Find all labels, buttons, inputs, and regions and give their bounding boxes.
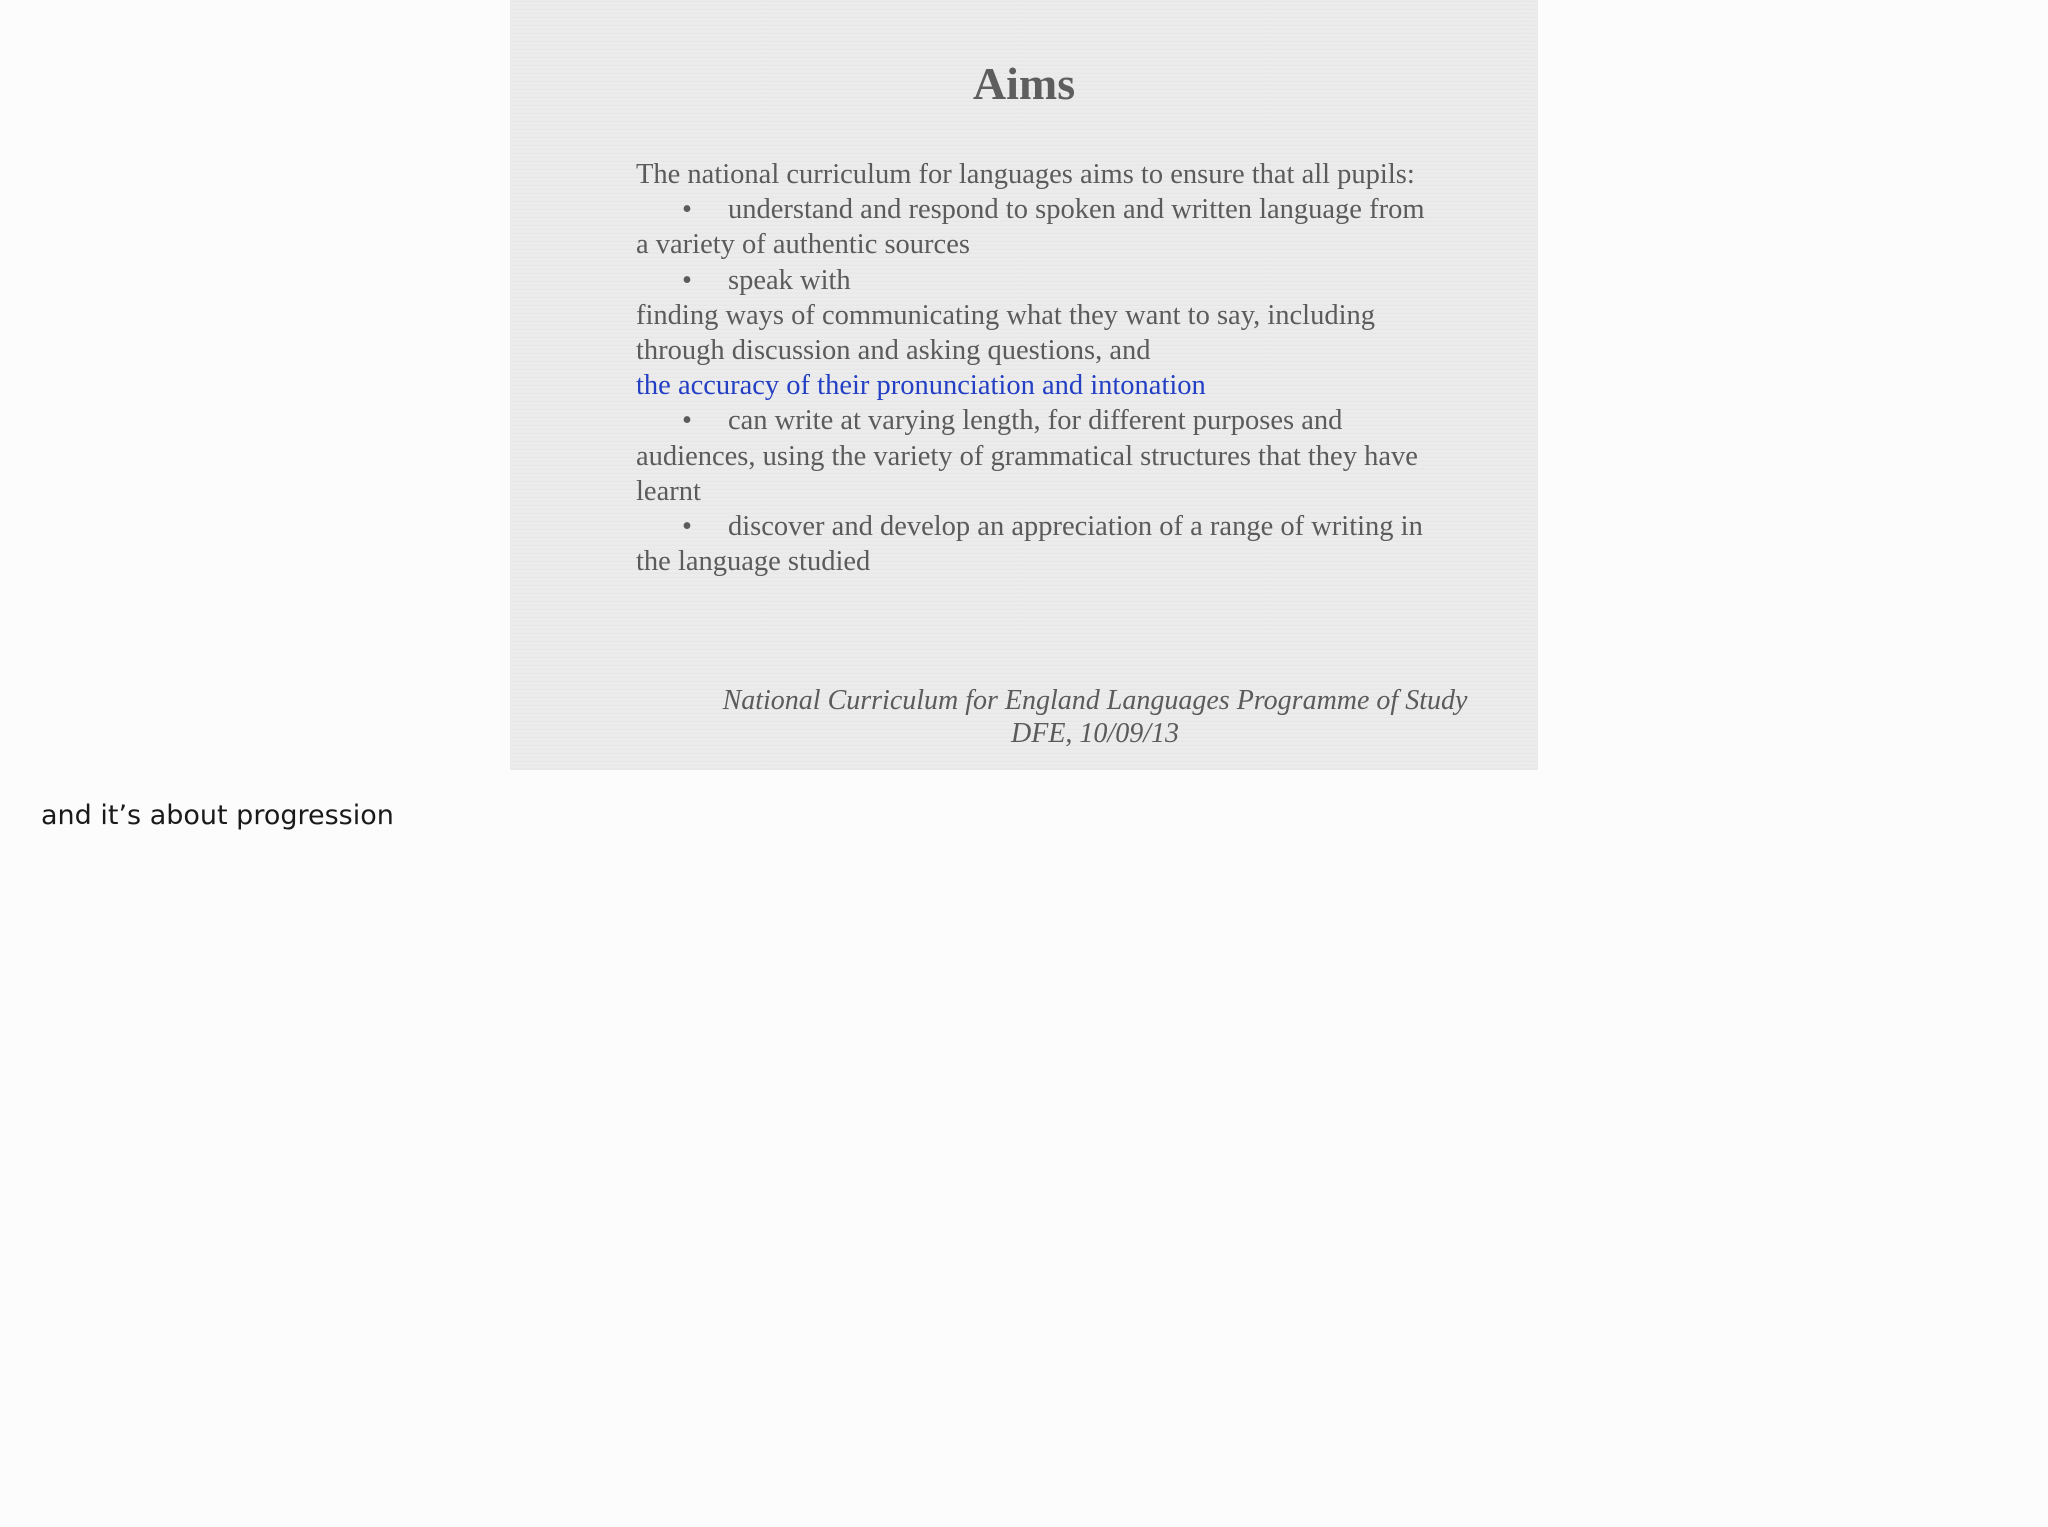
bullet-text: can write at varying length, for different purposes and [728, 405, 1343, 437]
bullet-text: discover and develop an appreciation of a range of writing in [728, 510, 1423, 542]
bullet-dot: • [682, 510, 692, 542]
bullet-continuation: learnt [636, 475, 701, 507]
bullet-text: understand and respond to spoken and written language from [728, 194, 1425, 226]
bullet-continuation: the language studied [636, 546, 871, 578]
intro-text: The national curriculum for languages aims to ensure that all pupils: [636, 159, 1415, 190]
citation-date: DFE, 10/09/13 [1011, 718, 1179, 749]
bullet-item [636, 509, 1516, 544]
bullet-continuation: a variety of authentic sources [636, 229, 970, 261]
bullet-item [636, 263, 1516, 298]
bullet-continuation: audiences, using the variety of grammatical structures that they have [636, 440, 1418, 472]
bullet-item [636, 192, 1516, 227]
slide-title: Aims [972, 58, 1076, 109]
citation [510, 684, 1680, 750]
highlighted-text: the accuracy of their pronunciation and intonation [636, 370, 1206, 402]
bullet-dot: • [682, 264, 692, 296]
citation-source: National Curriculum for England Languages Programme of Study [722, 685, 1468, 716]
slide [510, 0, 1538, 770]
bullet-continuation: through discussion and asking questions, and [636, 334, 1151, 366]
presenter-note: and it’s about progression [41, 800, 394, 831]
bullet-item [636, 403, 1516, 438]
bullet-dot: • [682, 194, 692, 226]
bullet-dot: • [682, 405, 692, 437]
bullet-text: speak with [728, 264, 851, 296]
slide-body [636, 157, 1516, 579]
bullet-continuation: finding ways of communicating what they want to say, including [636, 299, 1376, 331]
